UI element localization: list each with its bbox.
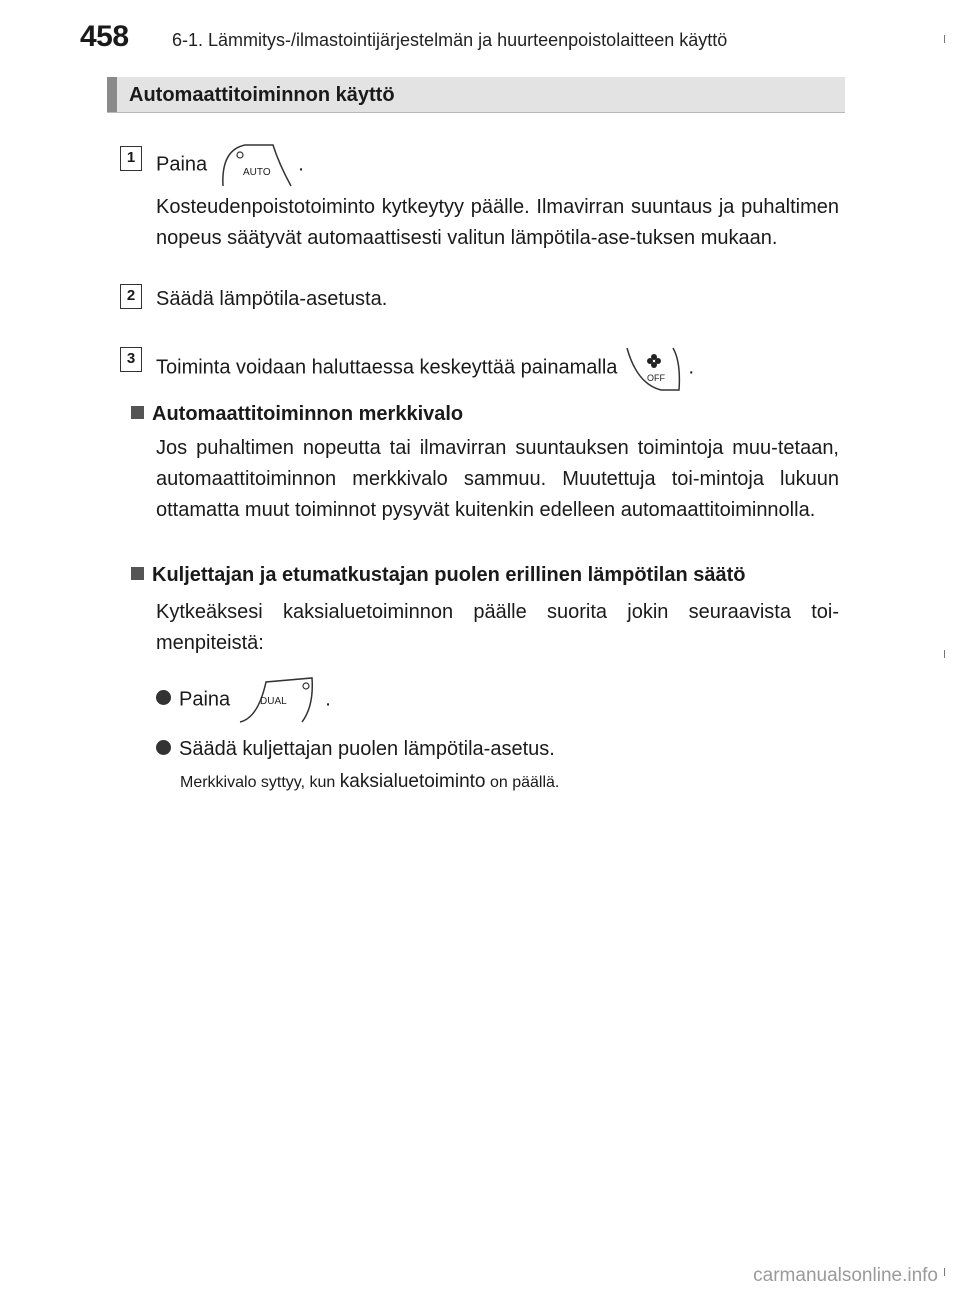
step-1-post: . xyxy=(298,153,304,176)
crop-mark xyxy=(944,650,945,658)
fan-icon xyxy=(647,354,661,368)
subsection-heading-text: Automaattitoiminnon merkkivalo xyxy=(152,403,464,425)
note-emph: kaksialuetoiminto xyxy=(339,771,486,792)
round-bullet-icon xyxy=(156,740,171,755)
running-header: 6-1. Lämmitys-/ilmastointijärjestelmän ja huurteenpoistolaitteen käyttö xyxy=(172,30,728,50)
fan-off-button-icon xyxy=(623,344,683,392)
step-badge-2: 2 xyxy=(120,284,142,309)
round-bullet-icon xyxy=(156,690,171,705)
step-3-post: . xyxy=(688,356,695,379)
dual-button-icon xyxy=(236,676,320,724)
step-3-pre: Toiminta voidaan haluttaessa keskeyttää painamalla xyxy=(156,356,618,379)
auto-button-icon xyxy=(213,142,293,188)
bullet-2-text: Säädä kuljettajan puolen lämpötila-asetus. xyxy=(179,738,555,760)
step-2-text: Säädä lämpötila-asetusta. xyxy=(156,288,388,310)
subsection-heading-auto-indicator xyxy=(131,403,463,426)
section-header xyxy=(107,77,845,113)
step-3-text xyxy=(156,344,694,392)
step-badge-3: 3 xyxy=(120,347,142,372)
bullet-press-dual xyxy=(156,676,331,724)
step-badge-1: 1 xyxy=(120,146,142,171)
bullet-adjust-temp xyxy=(156,734,555,765)
subsection-heading-dual-zone xyxy=(131,564,745,587)
bullet-1-pre: Paina xyxy=(179,688,231,711)
note-text xyxy=(180,771,559,793)
watermark: carmanualsonline.info xyxy=(753,1265,938,1286)
subsection-2-body: Kytkeäksesi kaksialuetoiminnon päälle suorita jokin seuraavista toi-menpiteistä: xyxy=(156,601,839,654)
step-1-pre: Paina xyxy=(156,153,208,176)
note-post: on päällä. xyxy=(489,774,560,791)
subsection-1-body: Jos puhaltimen nopeutta tai ilmavirran suuntauksen toimintoja muu-tetaan, automaattitoiminnon merkkivalo sammuu. Muutettuja toi-mintoja lukuun ottamatta muut toiminnot pysyvät kuitenkin edelleen automaattitoiminnolla. xyxy=(156,437,839,521)
step-1-description: Kosteudenpoistotoiminto kytkeytyy päälle. Ilmavirran suuntaus ja puhaltimen nopeus säätyvät automaattisesti valitun lämpötila-ase-tuksen mukaan. xyxy=(156,196,839,249)
dual-button-label: DUAL xyxy=(259,696,287,707)
note-pre: Merkkivalo syttyy, kun xyxy=(180,774,336,791)
auto-button-label: AUTO xyxy=(242,167,271,178)
section-title: Automaattitoiminnon käyttö xyxy=(129,84,395,106)
subsection-heading-text: Kuljettajan ja etumatkustajan puolen erillinen lämpötilan säätö xyxy=(152,564,746,586)
crop-mark xyxy=(944,1268,945,1276)
off-button-label: OFF xyxy=(646,373,665,383)
square-bullet-icon xyxy=(131,406,144,419)
square-bullet-icon xyxy=(131,567,144,580)
step-1-text xyxy=(156,142,304,188)
section-header-accent xyxy=(107,77,117,112)
bullet-1-post: . xyxy=(325,688,331,711)
page-number: 458 xyxy=(80,20,129,53)
crop-mark xyxy=(944,35,945,43)
